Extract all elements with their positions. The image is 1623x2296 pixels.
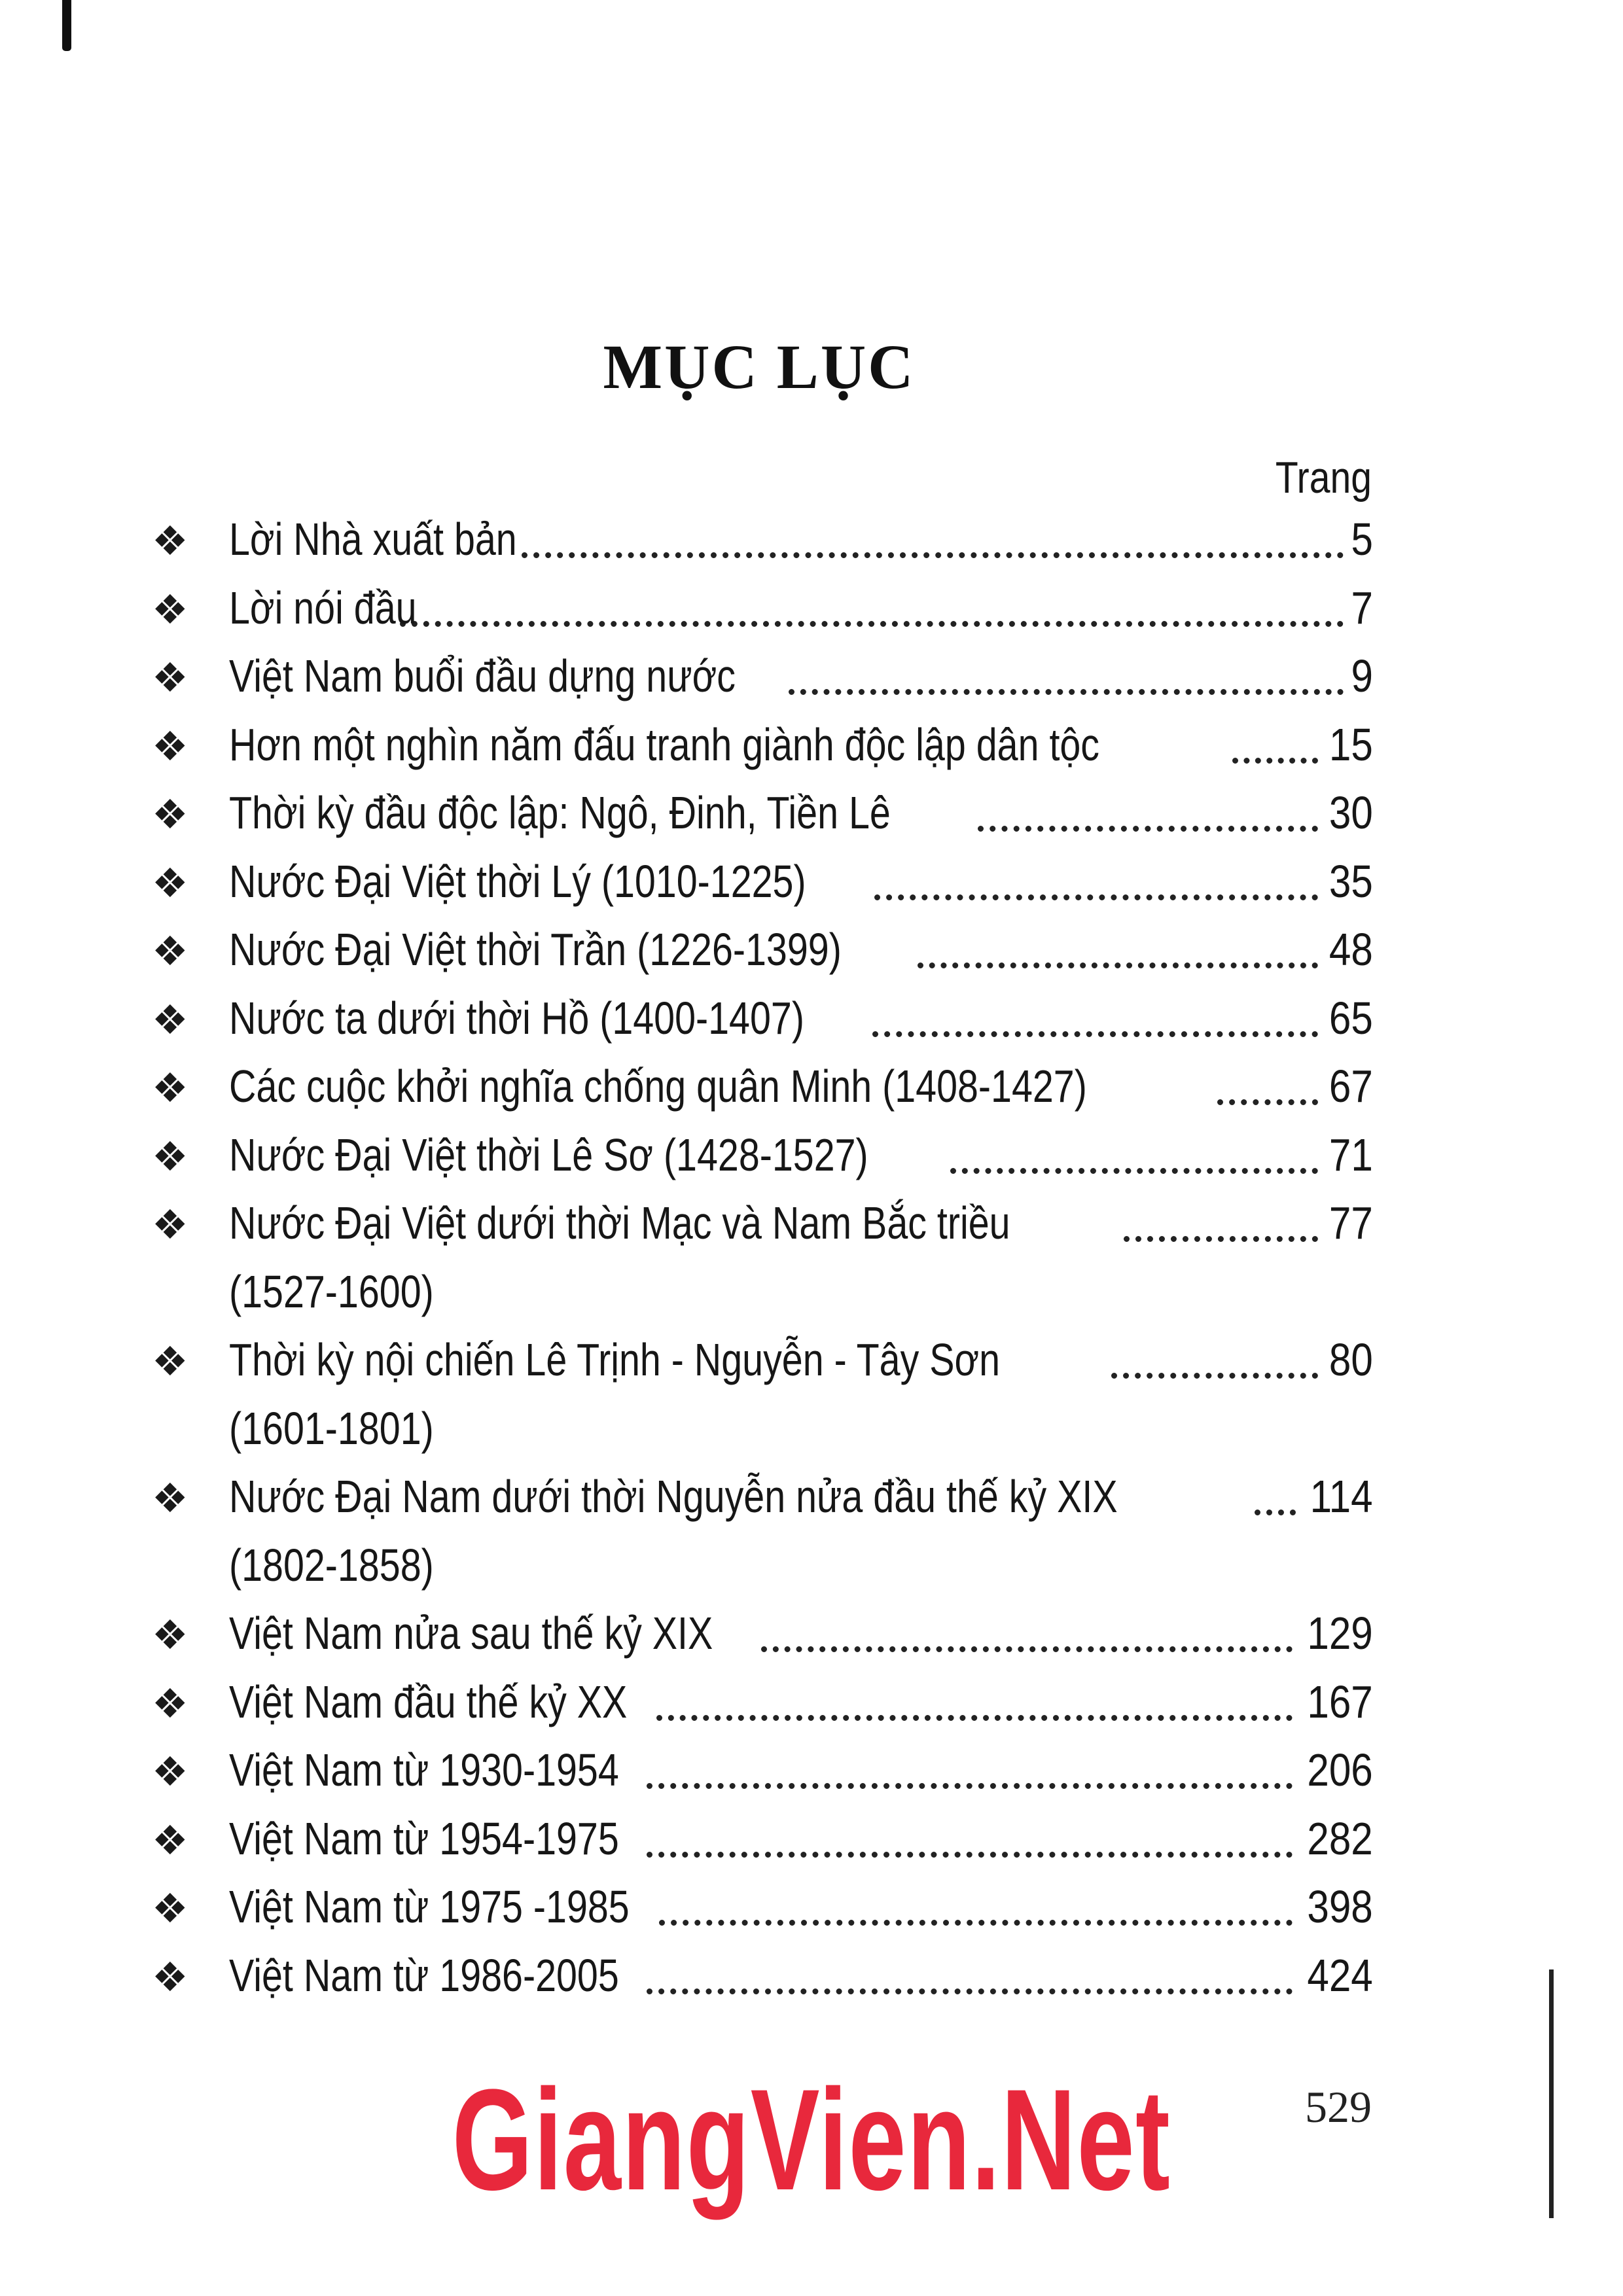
dot-leader: [872, 1026, 1318, 1037]
four-diamond-bullet-icon: ❖: [152, 1337, 188, 1385]
dot-leader: [978, 821, 1318, 832]
toc-entry: [0, 1736, 1623, 1805]
toc-entry-page: 7: [1351, 582, 1373, 633]
four-diamond-bullet-icon: ❖: [152, 790, 188, 838]
four-diamond-bullet-icon: ❖: [152, 1816, 188, 1864]
toc-entry-line: [229, 1326, 1373, 1394]
toc-entry-page: 15: [1329, 718, 1373, 770]
dot-leader: [1111, 1368, 1318, 1379]
toc-entry-page: 35: [1329, 855, 1373, 907]
toc-entry-page: 167: [1307, 1676, 1373, 1727]
watermark-text: GiangVien.Net: [452, 2059, 1171, 2220]
toc-entry-title: Nước Đại Việt thời Lê Sơ (1428-1527): [229, 1129, 868, 1180]
toc-entry-title: Nước Đại Việt thời Lý (1010-1225): [229, 855, 806, 907]
toc-entry: [0, 1873, 1623, 1941]
toc-entry-line: [229, 779, 1373, 847]
dot-leader: [1232, 752, 1318, 764]
toc-entry-title: Việt Nam từ 1930-1954: [229, 1744, 619, 1795]
toc-entry-title: Lời Nhà xuất bản: [229, 514, 517, 565]
dot-leader: [761, 1641, 1293, 1652]
toc-entry-page: 282: [1307, 1812, 1373, 1864]
dot-leader: [874, 889, 1318, 900]
toc-entry-subtitle: (1601-1801): [229, 1403, 434, 1454]
toc-entry-page: 129: [1307, 1608, 1373, 1659]
toc-entry-page: 114: [1310, 1471, 1373, 1522]
four-diamond-bullet-icon: ❖: [152, 1748, 188, 1795]
four-diamond-bullet-icon: ❖: [152, 722, 188, 770]
dot-leader: [522, 547, 1344, 558]
toc-entry-page: 206: [1307, 1744, 1373, 1795]
toc-entry-title: Việt Nam từ 1975 -1985: [229, 1881, 630, 1932]
toc-entry-page: 398: [1307, 1881, 1373, 1932]
dot-leader: [400, 616, 1344, 627]
toc-entry-line: [229, 1873, 1373, 1941]
toc-entry-page: 71: [1329, 1129, 1373, 1180]
dot-leader: [659, 1915, 1293, 1926]
toc-entry-title: Nước Đại Nam dưới thời Nguyễn nửa đầu thế kỷ XIX: [229, 1471, 1118, 1522]
toc-entry-page: 9: [1351, 650, 1373, 701]
toc-entry-line: [229, 1121, 1373, 1190]
toc-entry-line: [229, 642, 1373, 711]
four-diamond-bullet-icon: ❖: [152, 1132, 188, 1180]
toc-entry: [0, 915, 1623, 984]
toc-entry-title: Thời kỳ nội chiến Lê Trịnh - Nguyễn - Tây Sơn: [229, 1334, 1001, 1385]
dot-leader: [1124, 1231, 1318, 1242]
toc-entry-line: [229, 847, 1373, 916]
toc-entry: [0, 1668, 1623, 1737]
four-diamond-bullet-icon: ❖: [152, 1952, 188, 2001]
toc-entry-title: Lời nói đầu: [229, 582, 417, 633]
toc-entry-line: [229, 711, 1373, 779]
dot-leader: [647, 1846, 1293, 1858]
toc-entry-page: 5: [1351, 514, 1373, 565]
toc-entry-line: [229, 1736, 1373, 1805]
toc-entry-line: [229, 1805, 1373, 1873]
toc-entry: [0, 984, 1623, 1053]
four-diamond-bullet-icon: ❖: [152, 1884, 188, 1932]
four-diamond-bullet-icon: ❖: [152, 654, 188, 701]
toc-entry-line: [229, 1052, 1373, 1121]
toc-entry-page: 30: [1329, 787, 1373, 838]
toc-entry-page: 80: [1329, 1334, 1373, 1385]
toc-entry-title: Thời kỳ đầu độc lập: Ngô, Đinh, Tiền Lê: [229, 787, 891, 838]
dot-leader: [789, 684, 1344, 695]
toc-entry: [0, 779, 1623, 847]
toc-entry-subtitle: (1527-1600): [229, 1266, 434, 1317]
four-diamond-bullet-icon: ❖: [152, 517, 188, 565]
toc-entry-page: 67: [1329, 1061, 1373, 1112]
toc-entry: [0, 847, 1623, 916]
toc-entry: [0, 1121, 1623, 1190]
toc-entry: [0, 1462, 1623, 1591]
dot-leader: [918, 957, 1318, 968]
toc-entry: [0, 1599, 1623, 1668]
toc-entry-title: Việt Nam nửa sau thế kỷ XIX: [229, 1608, 713, 1659]
toc-entry-title: Các cuộc khởi nghĩa chống quân Minh (1408-1427): [229, 1061, 1087, 1112]
toc-entry-title: Nước Đại Việt dưới thời Mạc và Nam Bắc triều: [229, 1197, 1010, 1248]
four-diamond-bullet-icon: ❖: [152, 1611, 188, 1659]
toc-entry-title: Nước ta dưới thời Hồ (1400-1407): [229, 992, 804, 1044]
toc-entry: [0, 505, 1623, 574]
toc-entry-line: [229, 1941, 1373, 2010]
toc-entry-title: Việt Nam từ 1986-2005: [229, 1949, 619, 2001]
toc-entry-line: [229, 984, 1373, 1053]
toc-entry-page: 77: [1329, 1197, 1373, 1248]
toc-entry-title: Việt Nam đầu thế kỷ XX: [229, 1676, 628, 1727]
dot-leader: [656, 1710, 1293, 1721]
toc-entry: [0, 1326, 1623, 1454]
toc-entry: [0, 1805, 1623, 1873]
toc-entry-line: [229, 1189, 1373, 1258]
toc-entry-line: [229, 1668, 1373, 1737]
toc-entry-subtitle: (1802-1858): [229, 1540, 434, 1591]
toc-entry: [0, 1941, 1623, 2010]
toc-entry-line: [229, 574, 1373, 643]
toc-entry: [0, 711, 1623, 779]
toc-entry-page: 424: [1307, 1949, 1373, 2001]
toc-entry-line: [229, 1599, 1373, 1668]
page-title: MỤC LỤC: [603, 332, 916, 402]
four-diamond-bullet-icon: ❖: [152, 1474, 188, 1522]
dot-leader: [1255, 1504, 1296, 1515]
four-diamond-bullet-icon: ❖: [152, 927, 188, 975]
toc-entry-line: [229, 505, 1373, 574]
dot-leader: [647, 1983, 1293, 1994]
four-diamond-bullet-icon: ❖: [152, 1679, 188, 1727]
dot-leader: [950, 1163, 1318, 1174]
toc-entry-line: [229, 915, 1373, 984]
four-diamond-bullet-icon: ❖: [152, 585, 188, 633]
four-diamond-bullet-icon: ❖: [152, 1201, 188, 1248]
toc-entry-title: Nước Đại Việt thời Trần (1226-1399): [229, 924, 842, 975]
toc-entry-title: Việt Nam từ 1954-1975: [229, 1812, 619, 1864]
toc-entry-title: Hơn một nghìn năm đấu tranh giành độc lập dân tộc: [229, 718, 1100, 770]
dot-leader: [1217, 1094, 1318, 1105]
toc-entry-title: Việt Nam buổi đầu dựng nước: [229, 650, 736, 701]
dot-leader: [647, 1778, 1293, 1789]
toc-entry-page: 48: [1329, 924, 1373, 975]
toc-entry-page: 65: [1329, 992, 1373, 1044]
page-number: 529: [1305, 2082, 1372, 2132]
four-diamond-bullet-icon: ❖: [152, 1064, 188, 1112]
toc-entry-line: [229, 1462, 1373, 1531]
four-diamond-bullet-icon: ❖: [152, 858, 188, 907]
toc-entry: [0, 574, 1623, 643]
page-column-header: Trang: [1275, 453, 1372, 503]
toc-entry: [0, 1052, 1623, 1121]
toc-entry: [0, 1189, 1623, 1317]
toc-entry: [0, 642, 1623, 711]
four-diamond-bullet-icon: ❖: [152, 995, 188, 1044]
